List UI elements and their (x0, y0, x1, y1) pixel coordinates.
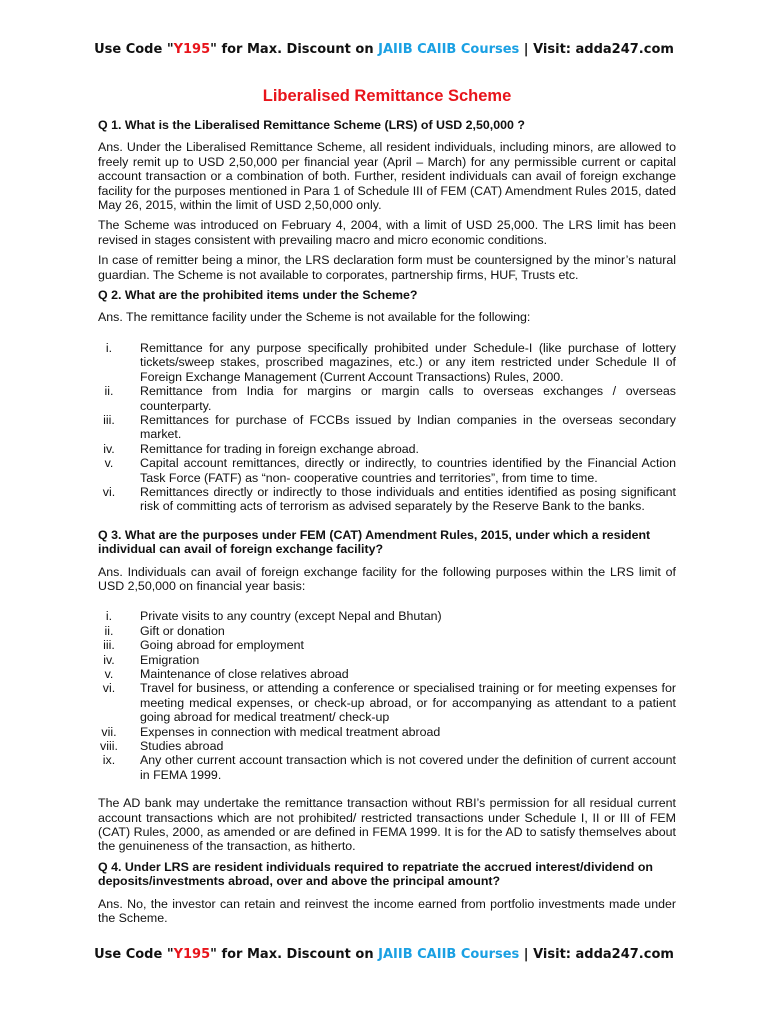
list-item: viii. Studies abroad (100, 739, 224, 754)
promo-code: Y195 (173, 42, 211, 57)
prohibited-items-list (98, 341, 676, 514)
answer-1-para-2: The Scheme was introduced on February 4, 2004, with a limit of USD 25,000. The LRS limit has been revised in stages consistent with prevailing macro and micro economic conditions. (98, 218, 676, 247)
purposes-list (98, 609, 676, 782)
list-item: iv. Emigration (103, 652, 200, 667)
list-item: iii. Going abroad for employment (103, 638, 304, 653)
promo-suffix: | Visit: adda247.com (519, 947, 674, 962)
document-body (98, 86, 676, 932)
answer-2-intro: Ans. The remittance facility under the Scheme is not available for the following: (98, 310, 531, 325)
list-item: v. Maintenance of close relatives abroad (104, 667, 349, 681)
list-item: iii. Remittances for purchase of FCCBs issued by Indian companies in the overseas secondary market. (103, 412, 676, 442)
list-item: ii. Gift or donation (104, 623, 225, 638)
document-title: Liberalised Remittance Scheme (262, 87, 512, 105)
question-2: Q 2. What are the prohibited items under the Scheme? (98, 288, 418, 303)
promo-prefix: Use Code " (94, 947, 174, 962)
list-item: i. Remittance for any purpose specifically prohibited under Schedule-I (like purchase of lottery tickets/sweep stakes, proscribed magazines, etc.) or any item restricted under Schedule II of Foreign Exchange Management (Current Account Transactions) Rules, 2000. (105, 340, 676, 384)
answer-4: Ans. No, the investor can retain and reinvest the income earned from portfolio investments made under the Scheme. (98, 896, 676, 926)
list-item: vi. Remittances directly or indirectly to those individuals and entities identified as posing significant risk of committing acts of terrorism as advised separately by the Reserve Bank to the banks. (102, 484, 676, 514)
list-item: ii. Remittance from India for margins or margin calls to overseas exchanges / overseas counterparty. (104, 384, 676, 413)
list-item: ix. Any other current account transaction which is not covered under the definition of current account in FEMA 1999. (102, 753, 676, 782)
promo-code: Y195 (173, 947, 211, 962)
question-1: Q 1. What is the Liberalised Remittance Scheme (LRS) of USD 2,50,000 ? (98, 118, 525, 132)
promo-suffix: | Visit: adda247.com (519, 42, 674, 57)
promo-course-link[interactable]: JAIIB CAIIB Courses (378, 42, 520, 57)
list-item: i. Private visits to any country (except Nepal and Bhutan) (105, 609, 442, 624)
promo-prefix: Use Code " (94, 42, 174, 57)
promo-course-link[interactable]: JAIIB CAIIB Courses (378, 947, 520, 962)
promo-banner-top (0, 42, 768, 57)
list-item: vii. Expenses in connection with medical treatment abroad (101, 724, 441, 739)
answer-1-para-3: In case of remitter being a minor, the LRS declaration form must be countersigned by the minor’s natural guardian. The Scheme is not available to corporates, partnership firms, HUF, Trusts etc. (98, 253, 676, 282)
answer-1-para-1: Ans. Under the Liberalised Remittance Scheme, all resident individuals, including minors, are allowed to freely remit up to USD 2,50,000 per financial year (April – March) for any permissible current or capital account transaction or a combination of both. Further, resident individuals can avail of foreign exchange facility for the purposes mentioned in Para 1 of Schedule III of FEM (CAT) Amendment Rules 2015, dated May 26, 2015, within the limit of USD 2,50,000 only. (98, 140, 676, 213)
promo-banner-bottom (0, 947, 768, 962)
question-4: Q 4. Under LRS are resident individuals required to repatriate the accrued interest/dividend on deposits/investments abroad, over and above the principal amount? (98, 859, 653, 889)
question-3: Q 3. What are the purposes under FEM (CAT) Amendment Rules, 2015, under which a resident individual can avail of foreign exchange facility? (98, 527, 651, 557)
list-item: vi. Travel for business, or attending a conference or specialised training or for meeting expenses for meeting medical expenses, or check-up abroad, or for accompanying as attendant to a patient going abroad for medical treatment/ check-up (102, 681, 676, 725)
promo-middle: " for Max. Discount on (210, 947, 379, 962)
list-item: iv. Remittance for trading in foreign exchange abroad. (103, 441, 419, 456)
list-item: v. Capital account remittances, directly or indirectly, to countries identified by the Financial Action Task Force (FATF) as “non- cooperative countries and territories”, from time to time. (104, 456, 676, 485)
promo-middle: " for Max. Discount on (210, 42, 379, 57)
answer-3-intro: Ans. Individuals can avail of foreign exchange facility for the following purposes within the LRS limit of USD 2,50,000 on financial year basis: (98, 564, 676, 593)
answer-3-closing: The AD bank may undertake the remittance transaction without RBI’s permission for all residual current account transactions which are not prohibited/ restricted transactions under Schedule I, II or III of FEM (CAT) Rules, 2000, as amended or are defined in FEMA 1999. It is for the AD to satisfy themselves about the genuineness of the transaction, as hitherto. (98, 796, 676, 854)
